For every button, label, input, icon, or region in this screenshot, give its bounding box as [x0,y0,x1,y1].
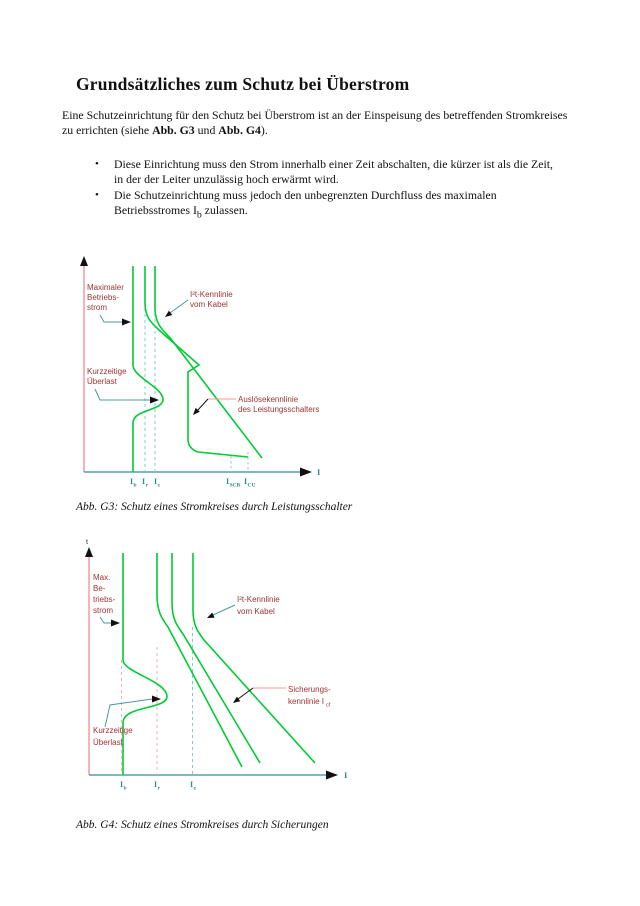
g4-overload-leader [105,699,152,727]
g4-tick-ir: I [154,780,158,789]
g3-tick-iscb: I [226,477,230,486]
g3-tick-ib-sub: b [133,482,137,489]
g3-max-current-label: Maximaler [87,283,124,292]
g4-tick-ib: I [120,780,124,789]
current-symbol-subscript: b [196,209,202,221]
g3-breaker-label: Auslösekennlinie [238,395,299,404]
intro-text-end: ). [260,123,268,137]
g3-max-operating-current-curve [133,266,163,472]
g4-fuse-label-2: kennlinie I [288,697,325,706]
g3-cable-label: I²t-Kennlinie [190,290,233,299]
g4-tick-iz: I [190,780,194,789]
g3-overload-label: Kurzzeitige [87,367,127,376]
g4-cable-leader [213,605,235,615]
g3-cable-leader [170,300,188,313]
g3-breaker-label-2: des Leistungsschalters [238,405,320,414]
intro-paragraph [62,108,576,138]
figure-g4-diagram [60,535,370,805]
g4-max-current-leader [100,617,112,623]
g3-overload-leader [95,389,150,400]
g4-tick-ib-sub: b [123,785,127,792]
figure-ref-g3: Abb. G3 [152,123,195,137]
g4-cable-label: I²t-Kennlinie [237,595,280,604]
g3-max-current-label-2: Betriebs- [87,293,120,302]
g4-cable-arrow-icon [207,613,215,619]
g3-tick-iz-sub: z [157,482,160,489]
g4-tick-iz-sub: z [193,785,196,792]
g4-y-axis-arrow-icon [85,547,93,557]
figure-g3-caption: Abb. G3: Schutz eines Stromkreises durch Leistungsschalter [76,501,353,513]
g4-max-current-label: Max. [93,573,111,582]
g4-fuse-curve-1 [157,553,242,767]
g4-y-axis-label: t [86,537,89,546]
g3-tick-ir-sub: r [145,482,148,489]
bullet-text-1: Diese Einrichtung muss den Strom innerhalb einer Zeit abschalten, die kürzer ist als die Zeit, in der der Leiter unzulässig hoch erwärmt wird. [114,157,553,186]
page-title: Grundsätzliches zum Schutz bei Überstrom [76,74,410,94]
g3-tick-iz: I [154,477,158,486]
bullet-marker: • [95,189,99,201]
g4-overload-label-2: Überlast [93,738,123,747]
g4-max-current-label-2: Be- [93,584,106,593]
figure-ref-g4: Abb. G4 [218,123,261,137]
bullet-text-2 [114,188,553,222]
g3-tick-ib: I [130,477,134,486]
g3-max-current-arrow-icon [122,319,131,326]
figure-g3-diagram [60,253,350,498]
g4-fuse-label-sub: cf [326,702,331,709]
list-item [95,188,553,222]
g3-max-current-leader [100,315,123,322]
bullet-text-2-post: zulassen. [201,203,248,217]
g3-x-axis-arrow-icon [300,468,312,477]
g3-y-axis-arrow-icon [80,256,88,266]
intro-text: Eine Schutzeinrichtung für den Schutz bei Überstrom ist an der Einspeisung des betreffenden Stromkreises zu errichten (siehe [62,108,568,137]
figure-g4-caption: Abb. G4: Schutz eines Stromkreises durch Sicherungen [76,819,329,831]
g4-fuse-leader-2 [238,688,253,699]
g4-cable-label-2: vom Kabel [237,607,275,616]
g4-fuse-label: Sicherungs- [288,685,331,694]
g4-tick-ir-sub: r [157,785,160,792]
list-item [95,157,553,187]
g3-breaker-leader-2 [197,399,208,411]
g3-tick-iscb-sub: SCB [229,482,241,489]
g4-x-axis-arrow-icon [326,771,338,780]
bullet-text-2-pre: Die Schutzeinrichtung muss jedoch den unbegrenzten Durchfluss des maximalen Betriebsstromes I [114,188,497,217]
g3-max-current-label-3: strom [87,303,107,312]
g3-tick-ir: I [142,477,146,486]
g4-max-current-label-3: triebs- [93,595,116,604]
g4-max-current-label-4: strom [93,606,113,615]
g3-cable-label-2: vom Kabel [190,300,228,309]
g3-tick-icu-sub: CU [247,482,256,489]
intro-text-mid: und [194,123,219,137]
bullet-list [95,157,553,223]
bullet-marker: • [95,158,99,170]
g4-cable-i2t-curve [193,553,315,763]
g4-max-operating-current-curve [123,553,167,775]
g3-overload-label-2: Überlast [87,377,117,386]
g4-overload-label: Kurzzeitige [93,726,133,735]
g3-tick-icu: I [244,477,248,486]
g4-x-axis-label: I [344,770,348,780]
g4-max-current-arrow-icon [111,620,120,627]
g3-x-axis-label: I [317,467,321,477]
